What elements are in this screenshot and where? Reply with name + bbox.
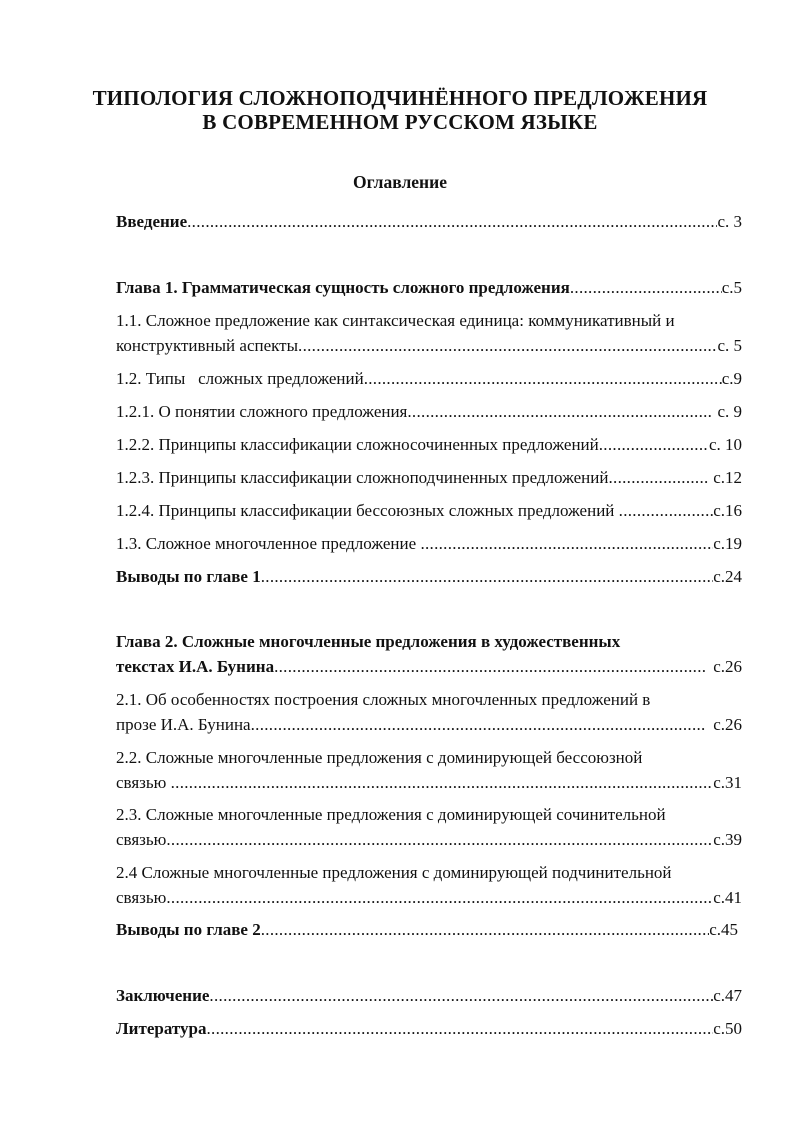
toc-leader-dots (274, 656, 705, 678)
toc-entry-literature (116, 1018, 742, 1040)
toc-entry-conclusion (116, 985, 742, 1007)
toc-entry-label-cont: связью (116, 830, 167, 849)
toc-entry-label: Выводы по главе 1 (116, 567, 261, 586)
toc-entry-conclusions-2 (116, 919, 738, 941)
document-title-line-2: В СОВРЕМЕННОМ РУССКОМ ЯЗЫКЕ (202, 110, 598, 134)
toc-entry-page: с.31 (713, 773, 742, 792)
toc-entry-label: 1.2.3. Принципы классификации сложноподчиненных предложений (116, 468, 609, 487)
toc-entry-label: Глава 2. Сложные многочленные предложения в художественных (116, 632, 621, 651)
toc-entry-label: 2.4 Сложные многочленные предложения с доминирующей подчинительной (116, 863, 672, 882)
toc-entry-label: 1.3. Сложное многочленное предложение (116, 534, 421, 553)
toc-entry-2-2-line-2 (116, 772, 742, 794)
toc-entry-intro (116, 211, 742, 233)
toc-entry-page: с.12 (708, 468, 742, 487)
toc-leader-dots (599, 434, 709, 456)
toc-entry-1-2-4 (116, 500, 742, 522)
toc-entry-2-4-line-2 (116, 887, 742, 909)
toc-entry-page: с. 5 (717, 336, 742, 355)
toc-entry-label: Глава 1. Грамматическая сущность сложного предложения (116, 278, 570, 297)
toc-entry-label: 1.2. Типы сложных предложений (116, 369, 364, 388)
toc-entry-page: с.5 (721, 278, 742, 297)
toc-entry-label-cont: конструктивный аспекты (116, 336, 299, 355)
toc-entry-1-1-line-1 (116, 310, 742, 332)
toc-entry-page: с. 9 (713, 402, 742, 421)
toc-leader-dots (206, 1018, 713, 1040)
toc-leader-dots (166, 829, 713, 851)
toc-entry-label: 1.2.1. О понятии сложного предложения (116, 402, 408, 421)
toc-entry-page: с.39 (713, 830, 742, 849)
toc-entry-label: Введение (116, 212, 188, 231)
toc-leader-dots (261, 566, 713, 588)
toc-entry-1-1-line-2 (116, 335, 742, 357)
document-title-line-1: ТИПОЛОГИЯ СЛОЖНОПОДЧИНЁННОГО ПРЕДЛОЖЕНИЯ (92, 86, 708, 110)
toc-entry-label-cont: связью (116, 888, 167, 907)
toc-entry-2-3-line-2 (116, 829, 742, 851)
toc-entry-page: с. 10 (708, 435, 742, 454)
toc-entry-1-2-3 (116, 467, 742, 489)
toc-entry-label: 1.2.2. Принципы классификации сложносочиненных предложений (116, 435, 599, 454)
toc-entry-page: с.24 (713, 567, 742, 586)
toc-entry-2-3-line-1 (116, 804, 742, 826)
toc-entry-label-cont: связью (116, 773, 171, 792)
toc-leader-dots (619, 500, 714, 522)
toc-entry-label-cont: прозе И.А. Бунина (116, 715, 251, 734)
toc-entry-label-cont: текстах И.А. Бунина (116, 657, 275, 676)
toc-entry-page: с.47 (713, 986, 742, 1005)
toc-leader-dots (570, 277, 722, 299)
toc-leader-dots (187, 211, 717, 233)
toc-entry-page: с.26 (704, 715, 742, 734)
toc-entry-chapter-2-line-1 (116, 631, 742, 653)
toc-entry-label: 1.1. Сложное предложение как синтаксическая единица: коммуникативный и (116, 311, 675, 330)
toc-entry-label: Выводы по главе 2 (116, 920, 261, 939)
toc-entry-page: с.9 (721, 369, 742, 388)
toc-entry-1-2-1 (116, 401, 742, 423)
toc-entry-page: с.41 (713, 888, 742, 907)
toc-leader-dots (608, 467, 708, 489)
toc-entry-label: 2.3. Сложные многочленные предложения с доминирующей сочинительной (116, 805, 666, 824)
toc-entry-2-1-line-2 (116, 714, 742, 736)
toc-leader-dots (171, 772, 714, 794)
toc-entry-label: 2.2. Сложные многочленные предложения с доминирующей бессоюзной (116, 748, 643, 767)
toc-entry-1-2 (116, 368, 742, 390)
toc-entry-page: с.45 (709, 920, 738, 939)
toc-entry-2-2-line-1 (116, 747, 742, 769)
toc-leader-dots (420, 533, 713, 555)
toc-entry-label: Литература (116, 1019, 207, 1038)
toc-leader-dots (251, 714, 705, 736)
toc-entry-page: с.50 (713, 1019, 742, 1038)
toc-leader-dots (261, 919, 709, 941)
toc-entry-chapter-1 (116, 277, 742, 299)
toc-entry-page: с.26 (704, 657, 742, 676)
toc-entry-page: с.19 (713, 534, 742, 553)
toc-entry-label: Заключение (116, 986, 210, 1005)
toc-entry-1-3 (116, 533, 742, 555)
toc-entry-label: 2.1. Об особенностях построения сложных многочленных предложений в (116, 690, 651, 709)
toc-entry-label: 1.2.4. Принципы классификации бессоюзных сложных предложений (116, 501, 619, 520)
toc-heading: Оглавление (353, 172, 447, 192)
toc-entry-2-1-line-1 (116, 689, 742, 711)
toc-entry-conclusions-1 (116, 566, 742, 588)
toc-entry-1-2-2 (116, 434, 742, 456)
toc-leader-dots (209, 985, 713, 1007)
toc-leader-dots (166, 887, 713, 909)
toc-entry-page: с.16 (713, 501, 742, 520)
toc-entry-chapter-2-line-2 (116, 656, 742, 678)
toc-entry-2-4-line-1 (116, 862, 742, 884)
toc-leader-dots (407, 401, 713, 423)
toc-leader-dots (298, 335, 717, 357)
toc-entry-page: с. 3 (717, 212, 742, 231)
toc-leader-dots (364, 368, 722, 390)
